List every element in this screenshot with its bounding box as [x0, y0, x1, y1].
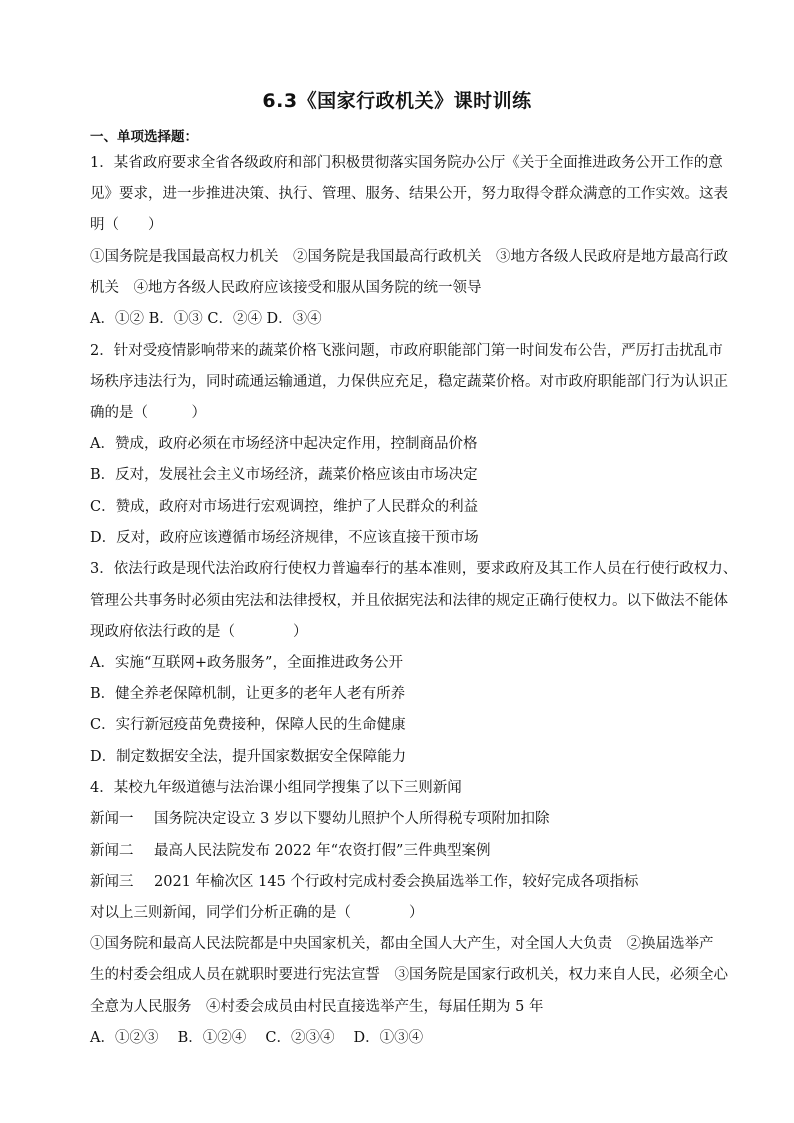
- text-line: D．制定数据安全法，提升国家数据安全保障能力: [90, 749, 407, 765]
- text-line: B．健全养老保障机制，让更多的老年人老有所养: [90, 686, 406, 702]
- text-line: ①国务院是我国最高权力机关 ②国务院是我国最高行政机关 ③地方各级人民政府是地方最高行政: [90, 249, 728, 265]
- news-text: 国务院决定设立 3 岁以下婴幼儿照护个人所得税专项附加扣除: [154, 811, 550, 827]
- text-line: 全意为人民服务 ④村委会成员由村民直接选举产生，每届任期为 5 年: [90, 999, 544, 1015]
- news-label: 新闻二: [90, 843, 134, 859]
- text-line: A．赞成，政府必须在市场经济中起决定作用，控制商品价格: [90, 436, 478, 452]
- news-text: 最高人民法院发布 2022 年“农资打假”三件典型案例: [154, 843, 491, 859]
- section-heading: 一、单项选择题：: [90, 129, 198, 145]
- text-line: A．①②③ B．①②④ C．②③④ D．①③④: [90, 1030, 424, 1046]
- text-line: 场秩序违法行为，同时疏通运输通道，力保供应充足，稳定蔬菜价格。对市政府职能部门行为认识正: [90, 374, 728, 390]
- text-line: D．反对，政府应该遵循市场经济规律，不应该直接干预市场: [90, 530, 479, 546]
- news-label: 新闻三: [90, 874, 134, 890]
- text-line: C．赞成，政府对市场进行宏观调控，维护了人民群众的利益: [90, 499, 479, 515]
- text-line: 生的村委会组成人员在就职时要进行宪法宣誓 ③国务院是国家行政机关，权力来自人民，必须全心: [90, 967, 728, 983]
- text-line: ①国务院和最高人民法院都是中央国家机关，都由全国人大产生，对全国人大负责 ②换届选举产: [90, 936, 714, 952]
- text-line: A．①② B．①③ C．②④ D．③④: [90, 311, 322, 327]
- news-item: [90, 841, 710, 861]
- text-line: B．反对，发展社会主义市场经济，蔬菜价格应该由市场决定: [90, 467, 478, 483]
- text-line: 3．依法行政是现代法治政府行使权力普遍奉行的基本准则，要求政府及其工作人员在行使行政权力、: [90, 561, 738, 577]
- text-line: 对以上三则新闻，同学们分析正确的是（ ）: [90, 905, 424, 921]
- text-line: 现政府依法行政的是（ ）: [90, 624, 308, 640]
- text-line: 明（ ）: [90, 217, 163, 233]
- text-line: 管理公共事务时必须由宪法和法律授权，并且依据宪法和法律的规定正确行使权力。以下做法不能体: [90, 593, 728, 609]
- page-title: 6.3《国家行政机关》课时训练: [262, 90, 532, 112]
- text-line: C．实行新冠疫苗免费接种，保障人民的生命健康: [90, 717, 406, 733]
- news-item: [90, 809, 710, 829]
- text-line: 4．某校九年级道德与法治课小组同学搜集了以下三则新闻: [90, 780, 462, 796]
- text-line: 1．某省政府要求全省各级政府和部门积极贯彻落实国务院办公厅《关于全面推进政务公开工作的意: [90, 155, 723, 171]
- news-item: [90, 872, 710, 892]
- news-label: 新闻一: [90, 811, 134, 827]
- text-line: A．实施“互联网+政务服务”，全面推进政务公开: [90, 655, 403, 671]
- text-line: 机关 ④地方各级人民政府应该接受和服从国务院的统一领导: [90, 280, 482, 296]
- text-line: 2．针对受疫情影响带来的蔬菜价格飞涨问题，市政府职能部门第一时间发布公告，严厉打击扰乱市: [90, 343, 723, 359]
- text-line: 见》要求，进一步推进决策、执行、管理、服务、结果公开，努力取得令群众满意的工作实效。这表: [90, 186, 728, 202]
- text-line: 确的是（ ）: [90, 405, 206, 421]
- news-text: 2021 年榆次区 145 个行政村完成村委会换届选举工作，较好完成各项指标: [154, 874, 639, 890]
